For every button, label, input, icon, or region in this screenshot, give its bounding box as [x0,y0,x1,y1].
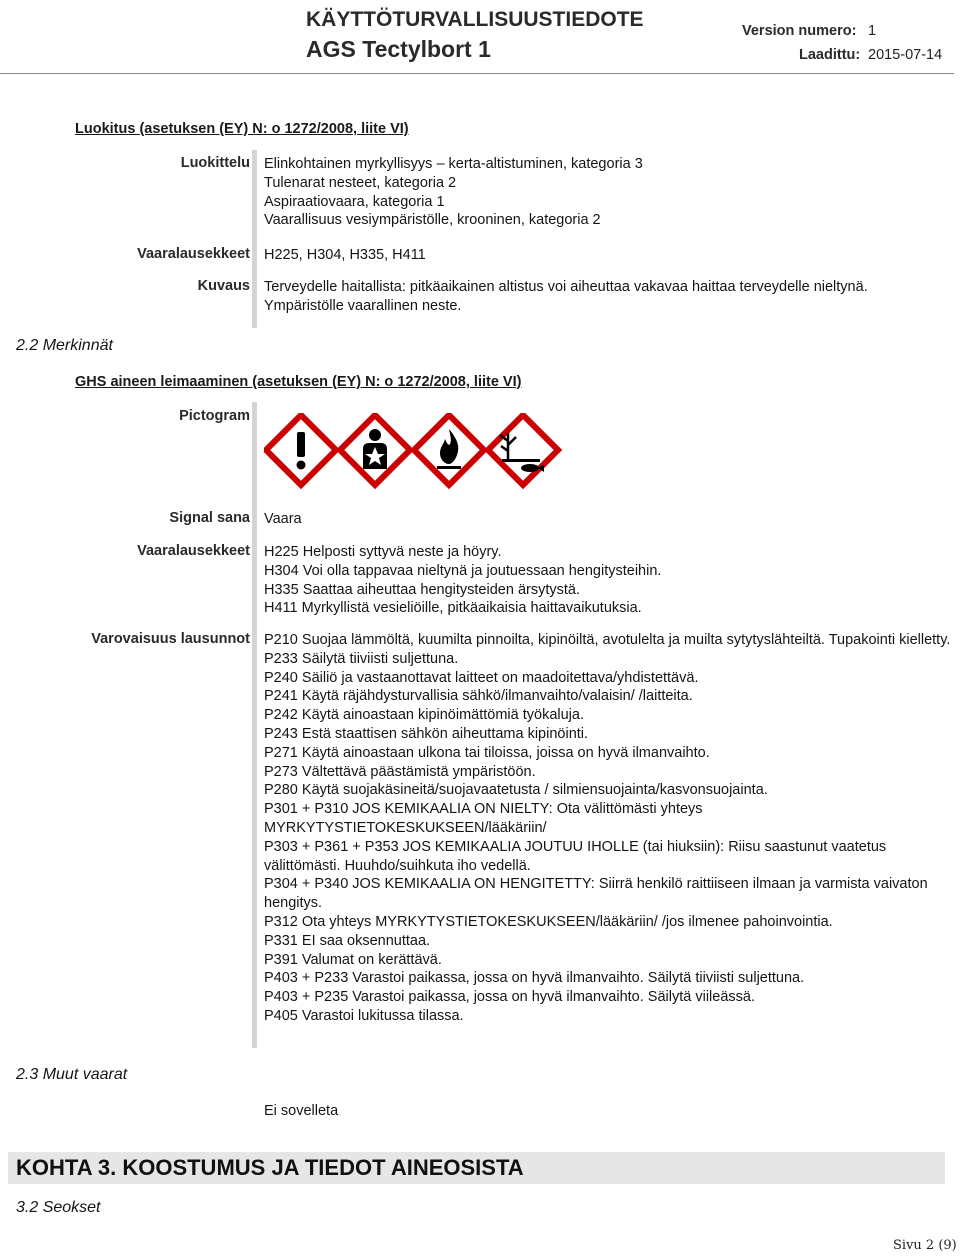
hazard-statements [264,543,661,618]
kuvaus-label: Kuvaus [197,278,250,294]
precaution-statement: P242 Käytä ainoastaan kipinöimättömiä työkaluja. [264,707,584,724]
precaution-statement: P271 Käytä ainoastaan ulkona tai tiloissa, joissa on hyvä ilmanvaihto. [264,744,710,761]
hazard-statements-label: Vaaralausekkeet [137,543,250,559]
section-3-title: KOHTA 3. KOOSTUMUS JA TIEDOT AINEOSISTA [16,1155,524,1180]
luokittelu-list [264,155,643,230]
version-value: 1 [868,23,877,39]
luokittelu-line: Aspiraatiovaara, kategoria 1 [264,193,445,210]
kuvaus-line: Terveydelle haitallista: pitkäaikainen altistus voi aiheuttaa vakavaa haittaa terveydelle nieltynä. [264,279,868,295]
luokittelu-line: Elinkohtainen myrkyllisyys – kerta-altistuminen, kategoria 3 [264,156,643,172]
precaution-statement: P301 + P310 JOS KEMIKAALIA ON NIELTY: Ota välittömästi yhteys MYRKYTYSTIETOKESKUKSEEN/lääkäriin/ [264,801,703,836]
labelling-gray-bar [252,402,257,1048]
precaution-statement: P304 + P340 JOS KEMIKAALIA ON HENGITETTY: Siirrä henkilö raittiiseen ilmaan ja varmista vaivaton hengitys. [264,876,928,912]
date-label: Laadittu: [799,47,861,63]
precaution-statement: P303 + P361 + P353 JOS KEMIKAALIA JOUTUU IHOLLE (tai hiuksiin): Riisu saastunut vaatetus välittömästi. Huuhdo/suihkuta iho vedellä. [264,838,887,874]
pictogram-label: Pictogram [179,408,250,424]
precaution-statement: P280 Käytä suojakäsineitä/suojavaatetusta / silmiensuojainta/kasvonsuojainta. [264,782,768,799]
hazard-statement: H411 Myrkyllistä vesieliöille, pitkäaikaisia haittavaikutuksia. [264,600,642,617]
flame-icon [414,415,484,485]
hazard-statement: H304 Voi olla tappavaa nieltynä ja joutuessaan hengitysteihin. [264,562,662,579]
header-divider [0,73,954,74]
precaution-statement: P241 Käytä räjähdysturvallisia sähkö/ilmanvaihto/valaisin/ /laitteita. [264,688,693,705]
health-hazard-icon [340,415,410,485]
classification-gray-bar [252,150,257,328]
section-2-2-title: 2.2 Merkinnät [16,337,113,354]
precaution-statements [264,631,954,1026]
signal-label: Signal sana [169,510,250,526]
luokittelu-line: Vaarallisuus vesiympäristölle, krooninen, kategoria 2 [264,212,601,229]
page-number: Sivu 2 (9) [893,1238,957,1253]
luokittelu-label: Luokittelu [180,155,250,171]
precaution-statement: P331 EI saa oksennuttaa. [264,932,431,949]
precaution-label: Varovaisuus lausunnot [91,631,250,647]
signal-value: Vaara [264,511,302,527]
classification-heading: Luokitus (asetuksen (EY) N: o 1272/2008, liite VI) [75,121,409,137]
precaution-statement: P233 Säilytä tiiviisti suljettuna. [264,650,459,667]
precaution-statement: P403 + P233 Varastoi paikassa, jossa on hyvä ilmanvaihto. Säilytä tiiviisti suljettuna. [264,970,805,987]
other-hazards-value: Ei sovelleta [264,1103,339,1119]
section-3-2-title: 3.2 Seokset [16,1199,101,1216]
precaution-statement: P243 Estä staattisen sähkön aiheuttama kipinöinti. [264,725,589,742]
precaution-statement: P312 Ota yhteys MYRKYTYSTIETOKESKUKSEEN/lääkäriin/ /jos ilmenee pahoinvointia. [264,913,833,930]
kuvaus-text [264,278,868,316]
version-label: Version numero: [742,23,857,39]
environment-icon [488,415,558,485]
ghs-heading: GHS aineen leimaaminen (asetuksen (EY) N: o 1272/2008, liite VI) [75,374,522,390]
precaution-statement: P240 Säiliö ja vastaanottavat laitteet on maadoitettava/yhdistettävä. [264,669,699,686]
precaution-statement: P273 Vältettävä päästämistä ympäristöön. [264,763,536,780]
section-2-3-title: 2.3 Muut vaarat [16,1066,128,1083]
precaution-statement: P405 Varastoi lukitussa tilassa. [264,1007,464,1024]
hazard-codes: H225, H304, H335, H411 [264,247,426,263]
document-title: KÄYTTÖTURVALLISUUSTIEDOTE [306,8,644,31]
precaution-statement: P403 + P235 Varastoi paikassa, jossa on hyvä ilmanvaihto. Säilytä viileässä. [264,989,755,1006]
hazard-statement: H225 Helposti syttyvä neste ja höyry. [264,544,502,560]
luokittelu-line: Tulenarat nesteet, kategoria 2 [264,174,457,191]
vaaralausekkeet-label: Vaaralausekkeet [137,246,250,262]
precaution-statement: P391 Valumat on kerättävä. [264,951,442,968]
kuvaus-line: Ympäristölle vaarallinen neste. [264,297,462,314]
pictogram-row [264,413,564,489]
precaution-statement: P210 Suojaa lämmöltä, kuumilta pinnoilta, kipinöiltä, avotulelta ja muilta sytytyslähteiltä. Tupakointi kielletty. [264,632,951,648]
date-value: 2015-07-14 [868,47,943,63]
exclamation-mark-icon [266,415,336,485]
hazard-statement: H335 Saattaa aiheuttaa hengitysteiden ärsytystä. [264,581,580,598]
product-name: AGS Tectylbort 1 [306,36,491,62]
